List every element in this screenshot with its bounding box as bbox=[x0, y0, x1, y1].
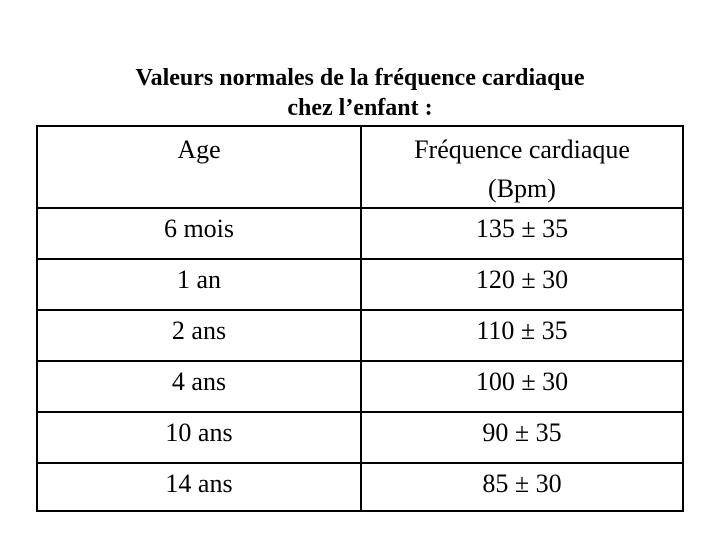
heart-rate-table bbox=[36, 125, 684, 512]
row-rate-cell: 110 ± 35 bbox=[476, 316, 568, 345]
row-rate-cell: 100 ± 30 bbox=[475, 367, 569, 396]
row-age-cell: 6 mois bbox=[163, 214, 235, 243]
row-age-cell: 10 ans bbox=[165, 418, 233, 447]
header-age: Age bbox=[177, 135, 221, 164]
row-age-cell: 2 ans bbox=[171, 316, 227, 345]
row-rate-cell: 90 ± 35 bbox=[482, 418, 562, 447]
row-age-cell: 1 an bbox=[176, 265, 222, 294]
header-heart-rate-unit: (Bpm) bbox=[488, 174, 556, 203]
row-rate-cell: 135 ± 35 bbox=[475, 214, 569, 243]
row-age-cell: 14 ans bbox=[165, 469, 233, 498]
row-age-cell: 4 ans bbox=[171, 367, 227, 396]
page-title: Valeurs normales de la fréquence cardiaque bbox=[135, 65, 585, 91]
row-rate-cell: 120 ± 30 bbox=[475, 265, 569, 294]
header-heart-rate: Fréquence cardiaque bbox=[414, 135, 630, 164]
page-subtitle: chez l’enfant : bbox=[287, 95, 433, 121]
row-rate-cell: 85 ± 30 bbox=[482, 469, 562, 498]
